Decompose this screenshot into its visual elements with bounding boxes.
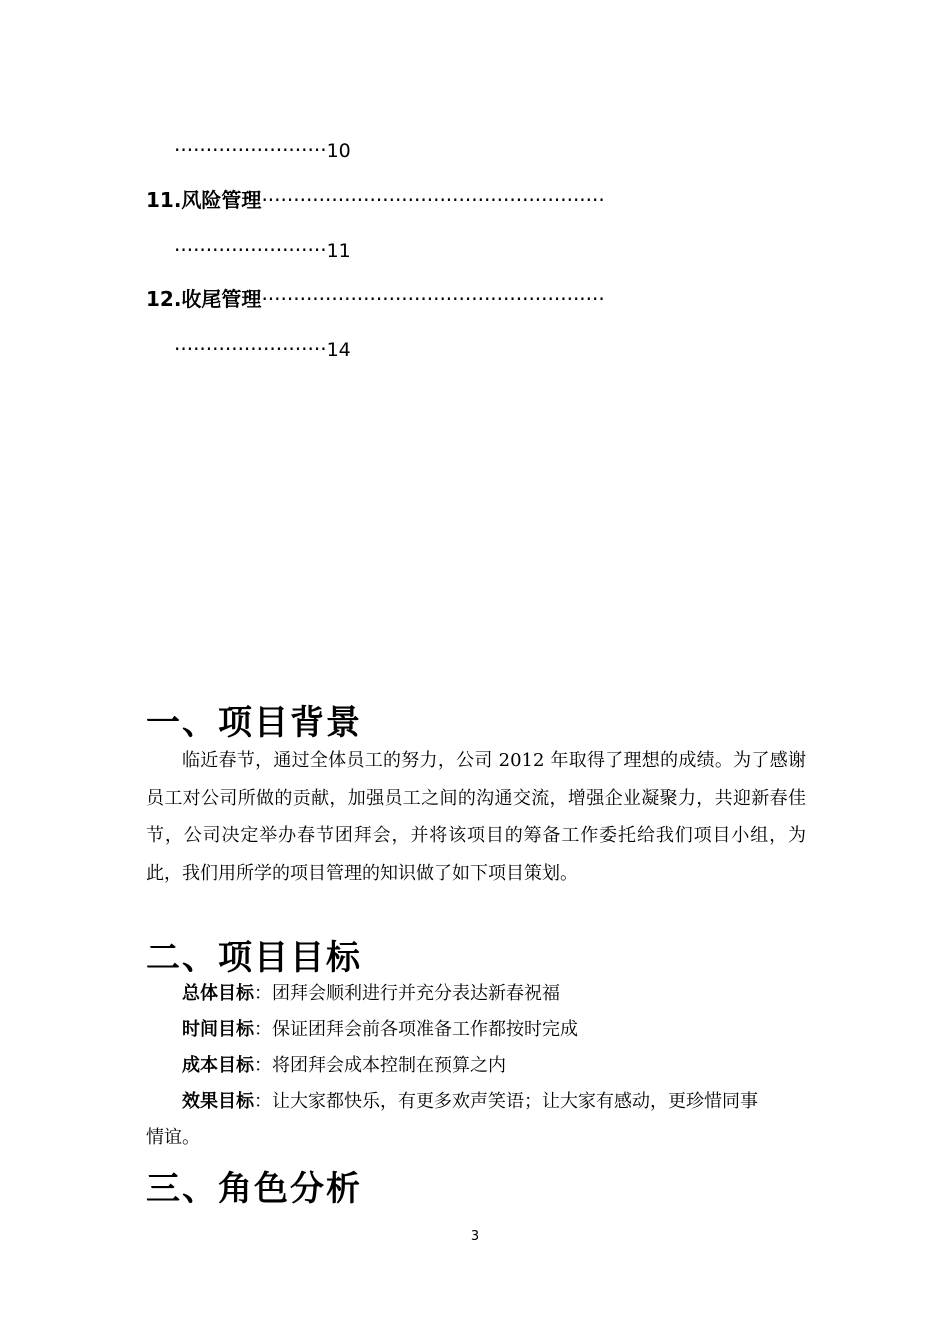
toc-label: 12.收尾管理: [146, 287, 262, 311]
background-paragraph: 临近春节，通过全体员工的努力，公司 2012 年取得了理想的成绩。为了感谢员工对公司所做的贡献，加强员工之间的沟通交流，增强企业凝聚力，共迎新春佳节，公司决定举办春节团拜会，并将该项目的筹备工作委托给我们项目小组，为此，我们用所学的项目管理的知识做了如下项目策划。: [146, 750, 806, 884]
goal-text: 团拜会顺利进行并充分表达新春祝福: [272, 983, 560, 1004]
goal-label: 效果目标: [182, 1091, 254, 1112]
toc-leader-dots: ························: [174, 337, 327, 361]
goal-separator: ：: [254, 1019, 272, 1040]
section-heading-goals: 二、项目目标: [146, 938, 362, 978]
toc-page-number: 10: [326, 140, 351, 162]
goal-item-cost: [182, 1053, 506, 1079]
goal-item-effect: [182, 1089, 758, 1115]
toc-entry-risk-continuation[interactable]: [174, 237, 834, 264]
page-number: 3: [470, 1229, 480, 1244]
toc-leader-dots: ························: [174, 238, 327, 262]
toc-leader-dots: ························: [174, 138, 327, 162]
toc-entry-10-continuation[interactable]: [174, 137, 834, 164]
goal-label: 时间目标: [182, 1019, 254, 1040]
toc-page-number: 11: [326, 240, 351, 262]
goal-label: 成本目标: [182, 1055, 254, 1076]
goal-separator: ：: [254, 1055, 272, 1076]
goal-item-time: [182, 1017, 578, 1043]
toc-entry-risk-management[interactable]: [146, 187, 806, 213]
toc-label: 11.风险管理: [146, 188, 262, 212]
goal-effect-continuation: 情谊。: [146, 1127, 200, 1148]
goal-separator: ：: [254, 983, 272, 1004]
section-heading-roles: 三、角色分析: [146, 1169, 362, 1209]
goal-text: 保证团拜会前各项准备工作都按时完成: [272, 1019, 578, 1040]
toc-entry-closing-management[interactable]: [146, 286, 806, 312]
section-heading-background: 一、项目背景: [146, 703, 362, 743]
toc-leader-dots: ······················································: [261, 188, 605, 212]
goal-label: 总体目标: [182, 983, 254, 1004]
goal-item-overall: [182, 981, 560, 1007]
toc-page-number: 14: [326, 339, 351, 361]
goal-separator: ：: [254, 1091, 272, 1112]
toc-leader-dots: ······················································: [261, 287, 605, 311]
goal-text: 让大家都快乐，有更多欢声笑语；让大家有感动，更珍惜同事: [272, 1091, 758, 1112]
toc-entry-closing-continuation[interactable]: [174, 336, 834, 363]
goal-text: 将团拜会成本控制在预算之内: [272, 1055, 506, 1076]
